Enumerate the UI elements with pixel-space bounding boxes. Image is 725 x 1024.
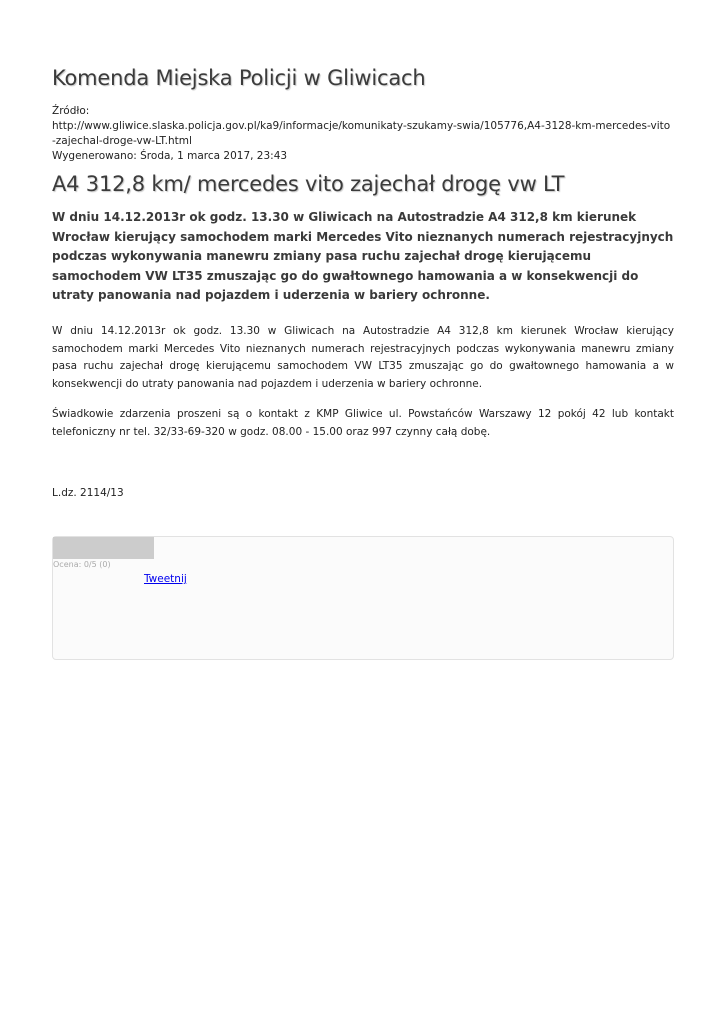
tweet-link[interactable]: Tweetnij <box>144 573 187 585</box>
reference-number: L.dz. 2114/13 <box>52 487 124 499</box>
rating-bar[interactable] <box>53 537 154 559</box>
meta-block <box>52 104 674 164</box>
rating-text: Ocena: 0/5 (0) <box>53 560 111 569</box>
site-title: Komenda Miejska Policji w Gliwicach <box>52 66 426 90</box>
rating-box <box>52 536 674 660</box>
article-paragraph-1: W dniu 14.12.2013r ok godz. 13.30 w Gliwicach na Autostradzie A4 312,8 km kierunek Wrocław kierujący samochodem marki Mercedes Vito nieznanych numerach rejestracyjnych podczas wykonywania manewru zmiany pasa ruchu zajechał drogę kierującemu samochodem VW LT35 zmuszając go do gwałtownego hamowania a w konsekwencji do utraty panowania nad pojazdem i uderzenia w bariery ochronne. <box>52 325 674 390</box>
generated-date: Wygenerowano: Środa, 1 marca 2017, 23:43 <box>52 150 288 162</box>
article-lead: W dniu 14.12.2013r ok godz. 13.30 w Gliwicach na Autostradzie A4 312,8 km kierunek Wrocław kierujący samochodem marki Mercedes Vito nieznanych numerach rejestracyjnych podczas wykonywania manewru zmiany pasa ruchu zajechał drogę kierującemu samochodem VW LT35 zmuszając go do gwałtownego hamowania a w konsekwencji do utraty panowania nad pojazdem i uderzenia w bariery ochronne. <box>52 210 674 302</box>
source-url: http://www.gliwice.slaska.policja.gov.pl/ka9/informacje/komunikaty-szukamy-swia/105776,A4-3128-km-mercedes-vito-zajechal-droge-vw-LT.html <box>52 120 671 147</box>
article-title: A4 312,8 km/ mercedes vito zajechał drogę vw LT <box>52 172 565 196</box>
article-paragraph-2: Świadkowie zdarzenia proszeni są o kontakt z KMP Gliwice ul. Powstańców Warszawy 12 pokój 42 lub kontakt telefoniczny nr tel. 32/33-69-320 w godz. 08.00 - 15.00 oraz 997 czynny całą dobę. <box>52 408 674 438</box>
source-label: Źródło: <box>52 105 90 117</box>
